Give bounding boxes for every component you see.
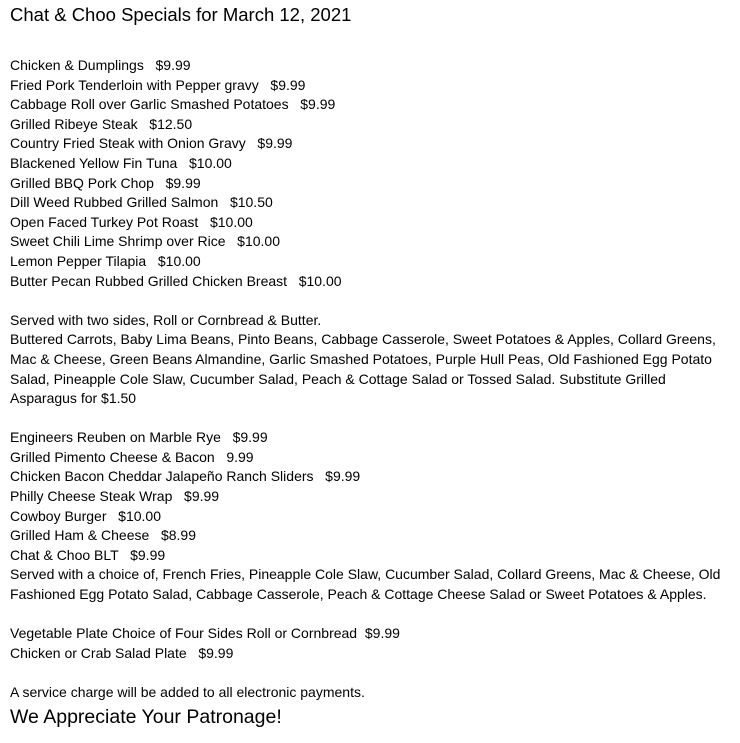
list-item: Dill Weed Rubbed Grilled Salmon $10.50 (10, 194, 273, 211)
page-title: Chat & Choo Specials for March 12, 2021 (10, 4, 352, 25)
list-item: Chicken Bacon Cheddar Jalapeño Ranch Sliders $9.99 (10, 468, 361, 485)
list-item: Engineers Reuben on Marble Rye $9.99 (10, 429, 268, 446)
list-item: Lemon Pepper Tilapia $10.00 (10, 252, 201, 269)
list-item: Cabbage Roll over Garlic Smashed Potatoes $9.99 (10, 96, 336, 113)
list-item: Open Faced Turkey Pot Roast $10.00 (10, 213, 253, 230)
plate-list (10, 624, 730, 663)
list-item: Sweet Chili Lime Shrimp over Rice $10.00 (10, 233, 281, 250)
list-item: Grilled BBQ Pork Chop $9.99 (10, 174, 201, 191)
list-item: Chicken or Crab Salad Plate $9.99 (10, 644, 234, 661)
spacer (10, 291, 730, 311)
sides-list: Buttered Carrots, Baby Lima Beans, Pinto Beans, Cabbage Casserole, Sweet Potatoes & Apples, Collard Greens, Mac & Cheese, Green Beans Almandine, Garlic Smashed Potatoes, Purple Hull Peas, Old Fashioned Egg Potato Salad, Pineapple Cole Slaw, Cucumber Salad, Peach & Cottage Salad or Tossed Salad. Substitute Grilled Asparagus for $1.50 (10, 331, 716, 407)
list-item: Cowboy Burger $10.00 (10, 507, 161, 524)
list-item: Chicken & Dumplings $9.99 (10, 57, 191, 73)
list-item: Grilled Pimento Cheese & Bacon 9.99 (10, 448, 254, 465)
list-item: Philly Cheese Steak Wrap $9.99 (10, 488, 220, 505)
list-item: Butter Pecan Rubbed Grilled Chicken Breast $10.00 (10, 272, 342, 289)
list-item: Vegetable Plate Choice of Four Sides Roll or Cornbread $9.99 (10, 625, 400, 642)
spacer (10, 605, 730, 625)
list-item: Grilled Ribeye Steak $12.50 (10, 115, 193, 132)
service-note: A service charge will be added to all electronic payments. (10, 684, 365, 700)
sides-intro: Served with two sides, Roll or Cornbread & Butter. (10, 311, 322, 328)
spacer (10, 409, 730, 429)
spacer (10, 663, 730, 683)
specials-list (10, 56, 730, 291)
list-item: Chat & Choo BLT $9.99 (10, 546, 166, 563)
closing-message: We Appreciate Your Patronage! (10, 705, 282, 728)
sandwich-list (10, 428, 730, 565)
list-item: Country Fried Steak with Onion Gravy $9.99 (10, 135, 293, 152)
list-item: Grilled Ham & Cheese $8.99 (10, 527, 196, 544)
sandwich-sides: Served with a choice of, French Fries, Pineapple Cole Slaw, Cucumber Salad, Collard Greens, Mac & Cheese, Old Fashioned Egg Potato Salad, Cabbage Casserole, Peach & Cottage Cheese Salad or Sweet Potatoes & Apples. (10, 566, 721, 603)
list-item: Fried Pork Tenderloin with Pepper gravy $9.99 (10, 76, 306, 93)
list-item: Blackened Yellow Fin Tuna $10.00 (10, 154, 232, 171)
